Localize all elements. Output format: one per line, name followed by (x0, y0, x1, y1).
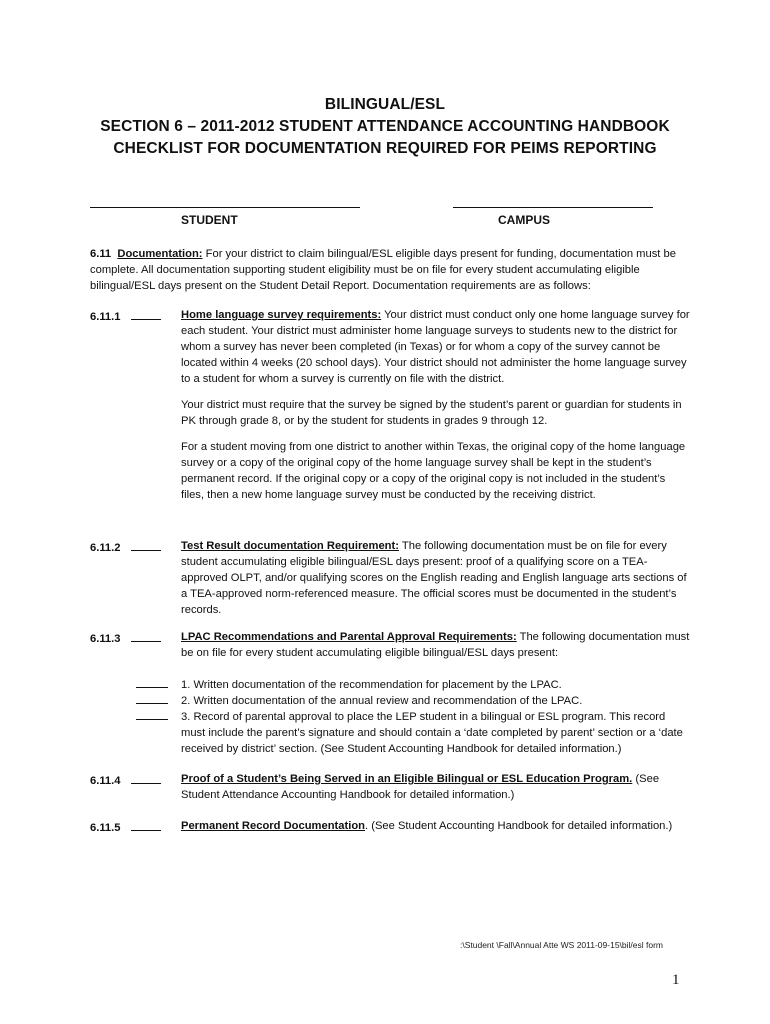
campus-label: CAMPUS (498, 213, 551, 227)
title-line-2: SECTION 6 – 2011-2012 STUDENT ATTENDANCE ACCOUNTING HANDBOOK (100, 118, 670, 135)
title-line-1: BILINGUAL/ESL (324, 96, 446, 113)
item-6-11-2-paragraph: Test Result documentation Requirement: The following documentation must be on file for every student accumulating eligible bilingual/ESL days present: proof of a qualifying score on a TEA-approved OLPT, and/or qualifying scores on the English reading and English language arts sections of a TEA-approved norm-referenced measure. The official scores must be documented in the student’s records. (181, 540, 687, 616)
item-6-11-1-paragraph-2: Your district must require that the survey be signed by the student’s parent or guardian for students in PK through grade 8, or by the student for students in grades 9 through 12. (181, 399, 682, 427)
item-6-11-4-paragraph: Proof of a Student’s Being Served in an Eligible Bilingual or ESL Education Program. (See Student Attendance Accounting Handbook for detailed information.) (181, 773, 660, 801)
item-6-11-2 (181, 538, 691, 628)
item-6-11-1-paragraph-3: For a student moving from one district to another within Texas, the original copy of the home language survey or a copy of the original copy of the home language survey shall be kept in the student’s permanent record. If the original copy or a copy of the original copy is not included in the student’s files, then a new home language survey must be conducted by the receiving district. (181, 441, 686, 501)
item-number-6-11-2: 6.11.2 (90, 540, 161, 554)
intro-heading: Documentation: (117, 248, 203, 260)
title-line-3: CHECKLIST FOR DOCUMENTATION REQUIRED FOR PEIMS REPORTING (113, 140, 657, 157)
student-label: STUDENT (181, 213, 238, 227)
item-6-11-5 (181, 818, 691, 844)
lpac-subitem-2-text: 2. Written documentation of the annual review and recommendation of the LPAC. (181, 695, 583, 707)
checkbox-blank-lpac-1[interactable] (136, 677, 168, 688)
item-6-11-3-paragraph: LPAC Recommendations and Parental Approval Requirements: The following documentation must be on file for every student accumulating eligible bilingual/ESL days present: (181, 631, 690, 659)
checkbox-blank-6-11-1[interactable] (131, 309, 161, 320)
campus-signature-line[interactable] (453, 207, 653, 208)
item-6-11-3-heading: LPAC Recommendations and Parental Approval Requirements: (181, 631, 517, 643)
intro-number: 6.11 (90, 248, 112, 260)
intro-paragraph (90, 246, 690, 294)
item-number-6-11-4: 6.11.4 (90, 773, 161, 787)
item-6-11-2-heading: Test Result documentation Requirement: (181, 540, 399, 552)
item-number-6-11-5: 6.11.5 (90, 820, 161, 834)
checkbox-blank-lpac-2[interactable] (136, 693, 168, 704)
checkbox-blank-6-11-3[interactable] (131, 631, 161, 642)
lpac-subitem-3 (136, 709, 691, 757)
document-title (60, 94, 710, 160)
lpac-subitem-2 (136, 693, 691, 709)
lpac-subitem-3-text: 3. Record of parental approval to place the LEP student in a bilingual or ESL program. This record must include the parent’s signature and should contain a ‘date completed by parent’ section or a ‘date received by district’ section. (See Student Accounting Handbook for detailed information.) (181, 711, 683, 755)
item-6-11-4 (181, 771, 691, 813)
item-6-11-5-paragraph: Permanent Record Documentation. (See Student Accounting Handbook for detailed information.) (181, 820, 673, 832)
lpac-subitem-1-text: 1. Written documentation of the recommendation for placement by the LPAC. (181, 679, 562, 691)
checkbox-blank-6-11-5[interactable] (131, 820, 161, 831)
intro-text: For your district to claim bilingual/ESL eligible days present for funding, documentation must be complete. All documentation supporting student eligibility must be on file for every student accumulating eligible bilingual/ESL days present on the Student Detail Report. Documentation requirements are as follows: (90, 248, 676, 292)
checkbox-blank-6-11-2[interactable] (131, 540, 161, 551)
item-6-11-1-heading: Home language survey requirements: (181, 309, 382, 321)
checkbox-blank-6-11-4[interactable] (131, 773, 161, 784)
item-6-11-1-paragraph-1: Home language survey requirements: Your district must conduct only one home language survey for each student. Your district must administer home language surveys to students new to the district for whom a survey has never been completed (in Texas) or for whom a copy of the survey cannot be located within 4 weeks (20 school days). Your district should not administer the home language survey to a student for whom a survey is currently on file with the district. (181, 309, 690, 385)
item-6-11-3 (181, 629, 691, 671)
lpac-subitem-1 (136, 677, 691, 693)
item-number-6-11-1: 6.11.1 (90, 309, 161, 323)
item-6-11-5-heading: Permanent Record Documentation (181, 820, 366, 832)
checkbox-blank-lpac-3[interactable] (136, 709, 168, 720)
page-number: 1 (672, 972, 680, 988)
item-6-11-1 (181, 307, 691, 513)
item-6-11-4-heading: Proof of a Student’s Being Served in an Eligible Bilingual or ESL Education Program. (181, 773, 633, 785)
student-signature-line[interactable] (90, 207, 360, 208)
footer-file-path: :\Student \Fall\Annual Atte WS 2011-09-15\bil/esl form (460, 940, 664, 950)
item-number-6-11-3: 6.11.3 (90, 631, 161, 645)
